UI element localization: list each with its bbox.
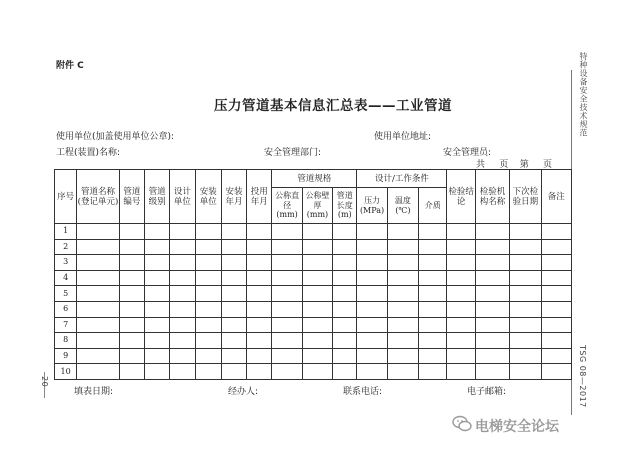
table-cell xyxy=(170,348,195,364)
table-cell xyxy=(221,224,246,240)
table-cell xyxy=(221,364,246,380)
email-label: 电子邮箱: xyxy=(467,387,507,397)
table-cell xyxy=(272,333,302,349)
header-commission-date: 投用年月 xyxy=(247,170,272,224)
table-cell xyxy=(333,286,357,302)
table-cell xyxy=(387,255,418,271)
table-cell xyxy=(541,286,572,302)
table-cell xyxy=(387,348,418,364)
table-row xyxy=(55,301,572,317)
table-cell xyxy=(170,239,195,255)
table-cell xyxy=(419,286,447,302)
table-cell xyxy=(475,270,509,286)
table-cell xyxy=(77,224,119,240)
table-cell xyxy=(357,317,387,333)
table-cell xyxy=(119,301,144,317)
table-cell xyxy=(247,239,272,255)
header-install-unit: 安装单位 xyxy=(195,170,221,224)
table-cell xyxy=(119,286,144,302)
table-cell xyxy=(541,301,572,317)
table-cell xyxy=(170,364,195,380)
table-cell xyxy=(195,239,221,255)
table-cell xyxy=(170,333,195,349)
table-cell xyxy=(170,286,195,302)
table-cell xyxy=(77,286,119,302)
table-cell xyxy=(357,364,387,380)
table-cell xyxy=(510,270,541,286)
table-cell xyxy=(333,333,357,349)
table-row xyxy=(55,364,572,380)
table-cell xyxy=(145,348,170,364)
table-cell xyxy=(447,286,475,302)
appendix-label: 附件 C xyxy=(56,61,84,71)
table-cell xyxy=(145,364,170,380)
table-cell xyxy=(195,364,221,380)
table-cell xyxy=(510,224,541,240)
table-cell xyxy=(475,301,509,317)
row-number: 9 xyxy=(55,348,77,364)
table-cell xyxy=(272,270,302,286)
table-cell xyxy=(447,317,475,333)
header-spec-group: 管道规格 xyxy=(272,170,357,188)
table-cell xyxy=(541,364,572,380)
table-cell xyxy=(221,301,246,317)
row-number: 8 xyxy=(55,333,77,349)
safety-dept-label: 安全管理部门: xyxy=(264,148,322,158)
table-cell xyxy=(419,255,447,271)
table-cell xyxy=(195,348,221,364)
table-cell xyxy=(247,333,272,349)
table-cell xyxy=(510,333,541,349)
header-pipe-name: 管道名称(登记单元) xyxy=(77,170,119,224)
fill-date-label: 填表日期: xyxy=(74,387,114,397)
table-cell xyxy=(170,270,195,286)
pipe-info-table xyxy=(54,169,572,380)
header-temperature: 温度(℃) xyxy=(387,188,418,224)
table-cell xyxy=(170,224,195,240)
table-cell xyxy=(475,317,509,333)
table-cell xyxy=(272,301,302,317)
safety-officer-label: 安全管理员: xyxy=(443,148,492,158)
header-design-unit: 设计单位 xyxy=(170,170,195,224)
table-cell xyxy=(77,270,119,286)
table-cell xyxy=(145,286,170,302)
table-cell xyxy=(541,255,572,271)
table-cell xyxy=(302,301,332,317)
table-cell xyxy=(119,239,144,255)
table-cell xyxy=(302,364,332,380)
table-cell xyxy=(475,333,509,349)
table-cell xyxy=(247,255,272,271)
table-cell xyxy=(333,364,357,380)
table-cell xyxy=(77,364,119,380)
table-cell xyxy=(475,255,509,271)
table-cell xyxy=(333,224,357,240)
table-cell xyxy=(119,317,144,333)
table-cell xyxy=(333,270,357,286)
table-cell xyxy=(272,255,302,271)
table-cell xyxy=(247,364,272,380)
table-cell xyxy=(387,286,418,302)
table-cell xyxy=(302,317,332,333)
row-number: 6 xyxy=(55,301,77,317)
table-row xyxy=(55,270,572,286)
table-cell xyxy=(357,333,387,349)
table-cell xyxy=(77,317,119,333)
table-cell xyxy=(387,239,418,255)
table-cell xyxy=(145,255,170,271)
watermark-text: 电梯安全论坛 xyxy=(475,419,559,435)
header-pipe-grade: 管道级别 xyxy=(145,170,170,224)
table-cell xyxy=(357,239,387,255)
table-cell xyxy=(195,317,221,333)
table-cell xyxy=(221,255,246,271)
table-cell xyxy=(419,270,447,286)
header-nominal-dia: 公称直径(mm) xyxy=(272,188,302,224)
table-cell xyxy=(272,224,302,240)
table-row xyxy=(55,317,572,333)
table-cell xyxy=(221,333,246,349)
table-cell xyxy=(510,301,541,317)
table-cell xyxy=(541,224,572,240)
table-cell xyxy=(195,301,221,317)
table-cell xyxy=(77,333,119,349)
table-cell xyxy=(419,364,447,380)
table-cell xyxy=(387,224,418,240)
table-cell xyxy=(247,317,272,333)
table-cell xyxy=(510,364,541,380)
table-cell xyxy=(272,348,302,364)
page-number: 20 xyxy=(40,376,49,388)
table-cell xyxy=(145,270,170,286)
table-cell xyxy=(387,364,418,380)
table-cell xyxy=(145,333,170,349)
table-cell xyxy=(447,255,475,271)
table-cell xyxy=(119,255,144,271)
table-row xyxy=(55,239,572,255)
table-cell xyxy=(302,255,332,271)
table-cell xyxy=(510,348,541,364)
table-cell xyxy=(475,224,509,240)
header-next-inspection: 下次检验日期 xyxy=(510,170,541,224)
table-cell xyxy=(302,224,332,240)
table-cell xyxy=(247,301,272,317)
table-cell xyxy=(541,239,572,255)
table-cell xyxy=(119,364,144,380)
chat-bubble-icon xyxy=(452,414,472,434)
table-row xyxy=(55,333,572,349)
row-number: 3 xyxy=(55,255,77,271)
table-cell xyxy=(247,224,272,240)
table-cell xyxy=(247,348,272,364)
table-row xyxy=(55,286,572,302)
table-cell xyxy=(447,348,475,364)
row-number: 1 xyxy=(55,224,77,240)
table-cell xyxy=(333,239,357,255)
header-seq: 序号 xyxy=(55,170,77,224)
table-cell xyxy=(221,317,246,333)
header-pipe-no: 管道编号 xyxy=(119,170,144,224)
phone-label: 联系电话: xyxy=(343,387,383,397)
table-cell xyxy=(302,286,332,302)
header-medium: 介质 xyxy=(419,188,447,224)
table-cell xyxy=(333,317,357,333)
table-cell xyxy=(510,317,541,333)
table-cell xyxy=(357,224,387,240)
header-pipe-length: 管道长度(m) xyxy=(333,188,357,224)
table-cell xyxy=(510,239,541,255)
row-number: 5 xyxy=(55,286,77,302)
table-cell xyxy=(333,255,357,271)
table-cell xyxy=(272,317,302,333)
table-cell xyxy=(510,286,541,302)
row-number: 2 xyxy=(55,239,77,255)
table-cell xyxy=(247,286,272,302)
table-cell xyxy=(419,239,447,255)
header-pressure: 压力(MPa) xyxy=(357,188,387,224)
table-cell xyxy=(145,224,170,240)
table-cell xyxy=(447,364,475,380)
table-cell xyxy=(302,239,332,255)
table-cell xyxy=(419,301,447,317)
table-cell xyxy=(302,270,332,286)
handler-label: 经办人: xyxy=(228,387,259,397)
table-cell xyxy=(447,301,475,317)
table-cell xyxy=(387,317,418,333)
table-cell xyxy=(357,301,387,317)
table-cell xyxy=(387,333,418,349)
table-cell xyxy=(475,239,509,255)
page-title: 压力管道基本信息汇总表——工业管道 xyxy=(214,98,452,114)
header-inspection-org: 检验机构名称 xyxy=(475,170,509,224)
table-cell xyxy=(77,301,119,317)
table-cell xyxy=(419,333,447,349)
table-cell xyxy=(541,333,572,349)
user-address-label: 使用单位地址: xyxy=(374,132,432,142)
table-cell xyxy=(221,348,246,364)
table-cell xyxy=(447,333,475,349)
side-label: 特种设备安全技术规范 xyxy=(579,52,588,137)
row-number: 10 xyxy=(55,364,77,380)
table-cell xyxy=(272,239,302,255)
table-cell xyxy=(170,255,195,271)
table-cell xyxy=(195,286,221,302)
page-count-label: 共 页 第 页 xyxy=(476,160,553,170)
table-body xyxy=(55,224,572,380)
table-cell xyxy=(419,317,447,333)
table-cell xyxy=(170,317,195,333)
table-cell xyxy=(387,270,418,286)
table-cell xyxy=(447,224,475,240)
header-design-group: 设计/工作条件 xyxy=(357,170,447,188)
table-cell xyxy=(195,255,221,271)
table-cell xyxy=(333,301,357,317)
table-cell xyxy=(357,270,387,286)
table-cell xyxy=(357,255,387,271)
table-cell xyxy=(475,364,509,380)
table-cell xyxy=(419,348,447,364)
table-cell xyxy=(221,270,246,286)
project-label: 工程(装置)名称: xyxy=(56,148,121,158)
table-cell xyxy=(170,301,195,317)
table-cell xyxy=(77,348,119,364)
table-cell xyxy=(541,348,572,364)
table-cell xyxy=(145,239,170,255)
row-number: 4 xyxy=(55,270,77,286)
table-cell xyxy=(145,301,170,317)
table-cell xyxy=(119,224,144,240)
table-cell xyxy=(119,333,144,349)
table-cell xyxy=(475,348,509,364)
table-cell xyxy=(541,317,572,333)
row-number: 7 xyxy=(55,317,77,333)
table-cell xyxy=(247,270,272,286)
table-cell xyxy=(541,270,572,286)
table-cell xyxy=(357,348,387,364)
table-cell xyxy=(221,239,246,255)
table-cell xyxy=(221,286,246,302)
table-cell xyxy=(195,333,221,349)
table-cell xyxy=(302,348,332,364)
table-cell xyxy=(145,317,170,333)
table-cell xyxy=(119,348,144,364)
table-cell xyxy=(77,255,119,271)
table-cell xyxy=(119,270,144,286)
table-cell xyxy=(447,270,475,286)
table-cell xyxy=(475,286,509,302)
table-row xyxy=(55,224,572,240)
header-remarks: 备注 xyxy=(541,170,572,224)
table-cell xyxy=(195,270,221,286)
table-cell xyxy=(387,301,418,317)
table-cell xyxy=(272,286,302,302)
table-cell xyxy=(77,239,119,255)
table-cell xyxy=(333,348,357,364)
header-install-date: 安装年月 xyxy=(221,170,246,224)
table-cell xyxy=(447,239,475,255)
header-inspection-result: 检验结论 xyxy=(447,170,475,224)
user-unit-label: 使用单位(加盖使用单位公章): xyxy=(56,132,175,142)
table-row xyxy=(55,255,572,271)
side-code: TSG 08—2017 xyxy=(578,345,587,408)
table-cell xyxy=(272,364,302,380)
table-row xyxy=(55,348,572,364)
table-cell xyxy=(195,224,221,240)
table-cell xyxy=(419,224,447,240)
table-cell xyxy=(357,286,387,302)
table-cell xyxy=(510,255,541,271)
table-cell xyxy=(302,333,332,349)
header-nominal-wall: 公称壁厚(mm) xyxy=(302,188,332,224)
